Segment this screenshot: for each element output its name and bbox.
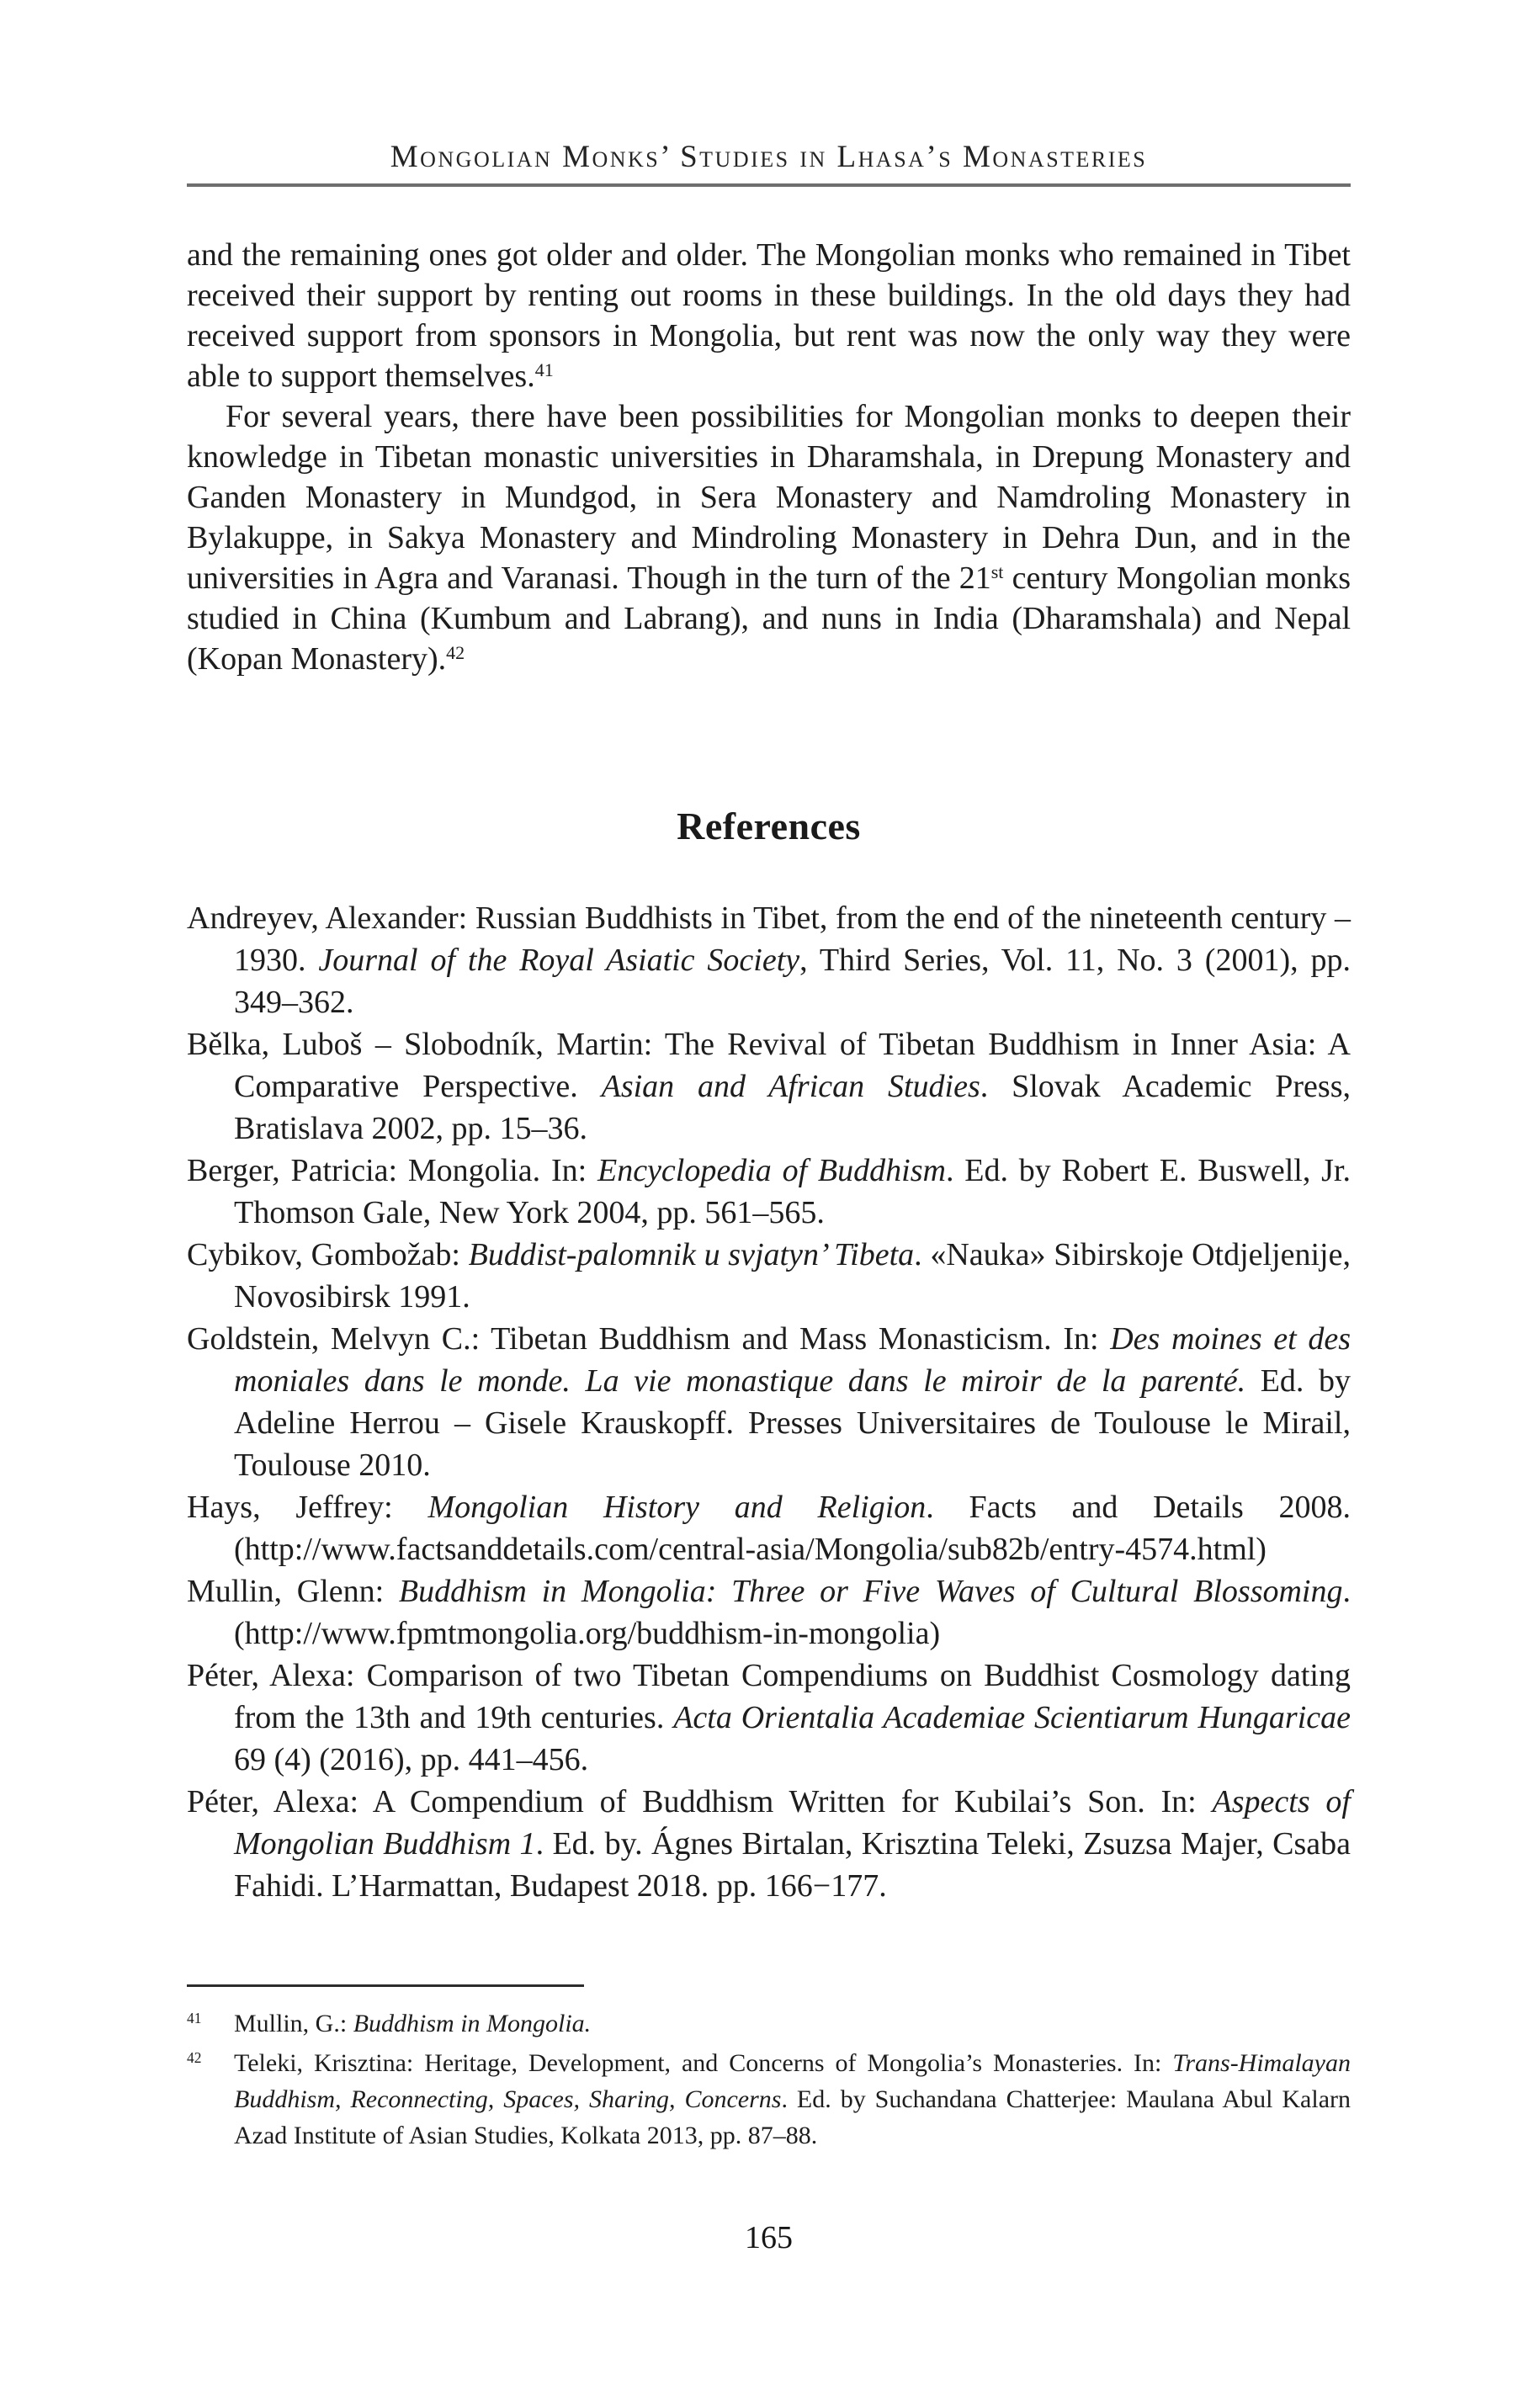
reference-entry	[187, 1570, 1351, 1655]
reference-text	[187, 1237, 1351, 1315]
reference-entry	[187, 1781, 1351, 1907]
reference-entry	[187, 1234, 1351, 1318]
text-run: Teleki, Krisztina: Heritage, Development, and Concerns of Mongolia’s Monasteries. In:	[234, 2049, 1173, 2077]
text-run: Ed. by Adeline Herrou – Gisele Krauskopff. Presses Universitaires de Toulouse le Mirail, Toulouse 2010.	[234, 1363, 1351, 1483]
italic-text: Buddist-palomnik u svjatyn’ Tibeta	[468, 1237, 915, 1272]
footnote-divider	[187, 1984, 584, 1987]
reference-entry	[187, 897, 1351, 1023]
text-run: . (http://www.fpmtmongolia.org/buddhism-in-mongolia)	[234, 1574, 1351, 1651]
italic-text: Asian and African Studies	[601, 1069, 980, 1104]
reference-text	[187, 1153, 1351, 1230]
italic-text: Journal of the Royal Asiatic Society	[318, 943, 800, 978]
running-header-title: Mongolian Monks’ Studies in Lhasa’s Monasteries	[390, 140, 1148, 174]
text-run: and the remaining ones got older and older. The Mongolian monks who remained in Tibet received their support by renting out rooms in these buildings. In the old days they had received support from sponsors in Mongolia, but rent was now the only way they were able to support themselves.	[187, 237, 1351, 394]
footnotes-list	[187, 2005, 1351, 2154]
reference-text	[187, 1490, 1351, 1567]
reference-text	[187, 1574, 1351, 1651]
text-run: , Third Series, Vol. 11, No. 3 (2001), pp. 349–362.	[234, 943, 1351, 1020]
reference-entry	[187, 1655, 1351, 1781]
text-run: . Ed. by Suchandana Chatterjee: Maulana Abul Kalarn Azad Institute of Asian Studies, Kolkata 2013, pp. 87–88.	[234, 2085, 1351, 2149]
italic-text: Des moines et des moniales dans le monde. La vie monastique dans le miroir de la parenté.	[234, 1321, 1351, 1399]
text-run: Péter, Alexa: Comparison of two Tibetan Compendiums on Buddhist Cosmology dating from the 13th and 19th centuries.	[187, 1658, 1351, 1735]
body-paragraph	[187, 235, 1351, 396]
text-run: Péter, Alexa: A Compendium of Buddhism Written for Kubilai’s Son. In:	[187, 1784, 1213, 1819]
footnote-block	[187, 1984, 1351, 2154]
superscript: st	[990, 560, 1004, 582]
paragraph-text	[187, 237, 1351, 394]
reference-text	[187, 900, 1351, 1020]
body-text	[187, 235, 1351, 679]
text-run: Mullin, G.:	[234, 2010, 353, 2037]
text-run: For several years, there have been possibilities for Mongolian monks to deepen their knowledge in Tibetan monastic universities in Dharamshala, in Drepung Monastery and Ganden Monastery in Mundgod, in Sera Monastery and Namdroling Monastery in Bylakuppe, in Sakya Monastery and Mindroling Monastery in Dehra Dun, and in the universities in Agra and Varanasi. Though in the turn of the 21	[187, 399, 1351, 596]
text-run: Berger, Patricia: Mongolia. In:	[187, 1153, 597, 1188]
footnote-text	[234, 2049, 1351, 2149]
reference-text	[187, 1658, 1351, 1777]
italic-text: Acta Orientalia Academiae Scientiarum Hungaricae	[673, 1700, 1351, 1735]
paragraph-list	[187, 235, 1351, 679]
header-divider	[187, 183, 1351, 187]
footnote-item: $^{41}$ Mullin, G.: Buddhism in Mongolia.	[187, 2010, 592, 2037]
italic-text: Aspects of Mongolian Buddhism 1	[234, 1784, 1351, 1862]
text-run: . «Nauka» Sibirskoje Otdjeljenije, Novosibirsk 1991.	[234, 1237, 1351, 1315]
superscript: 42	[446, 641, 465, 663]
reference-entry	[187, 1023, 1351, 1150]
page-number: 165	[745, 2220, 793, 2255]
italic-text: Buddhism in Mongolia.	[353, 2010, 592, 2037]
paragraph-text	[187, 399, 1351, 677]
references-list	[187, 897, 1351, 1907]
reference-entry	[187, 1150, 1351, 1234]
reference-entry	[187, 1486, 1351, 1570]
text-run: Andreyev, Alexander: Russian Buddhists in Tibet, from the end of the nineteenth century – 1930.	[187, 900, 1351, 978]
text-run: century Mongolian monks studied in China (Kumbum and Labrang), and nuns in India (Dharamshala) and Nepal (Kopan Monastery).	[187, 560, 1351, 677]
text-run: . Ed. by. Ágnes Birtalan, Krisztina Teleki, Zsuzsa Majer, Csaba Fahidi. L’Harmattan, Budapest 2018. pp. 166−177.	[234, 1826, 1351, 1904]
text-run: Goldstein, Melvyn C.: Tibetan Buddhism and Mass Monasticism. In:	[187, 1321, 1111, 1357]
italic-text: Mongolian History and Religion	[427, 1490, 927, 1525]
text-run: Bělka, Luboš – Slobodník, Martin: The Revival of Tibetan Buddhism in Inner Asia: A Comparative Perspective.	[187, 1027, 1351, 1104]
footnote-item: $^{42}$ Teleki, Krisztina: Heritage, Development, and Concerns of Mongolia’s Monasteries. In: Trans-Himalayan Buddhism, Reconnecting, Spaces, Sharing, Concerns. Ed. by Suchandana Chatterjee: Maulana Abul Kalarn Azad Institute of Asian Studies, Kolkata 2013, pp. 87–88.	[187, 2049, 1351, 2149]
superscript: 41	[534, 359, 554, 380]
reference-text	[187, 1027, 1351, 1146]
text-run: 69 (4) (2016), pp. 441–456.	[234, 1742, 589, 1777]
italic-text: Buddhism in Mongolia: Three or Five Waves of Cultural Blossoming	[398, 1574, 1343, 1609]
body-paragraph	[187, 396, 1351, 679]
text-run: . Slovak Academic Press, Bratislava 2002, pp. 15–36.	[234, 1069, 1351, 1146]
text-run: Hays, Jeffrey:	[187, 1490, 428, 1525]
text-run: Mullin, Glenn:	[187, 1574, 399, 1609]
references-heading: References	[677, 805, 861, 847]
text-run: . Facts and Details 2008. (http://www.factsanddetails.com/central-asia/Mongolia/sub82b/entry-4574.html)	[234, 1490, 1351, 1567]
italic-text: Encyclopedia of Buddhism	[597, 1153, 946, 1188]
text-run: Cybikov, Gombožab:	[187, 1237, 469, 1272]
italic-text: Trans-Himalayan Buddhism, Reconnecting, Spaces, Sharing, Concerns	[234, 2049, 1351, 2113]
footnote-text	[234, 2010, 591, 2037]
text-run: . Ed. by Robert E. Buswell, Jr. Thomson Gale, New York 2004, pp. 561–565.	[234, 1153, 1351, 1230]
reference-text	[187, 1321, 1351, 1483]
reference-entry	[187, 1318, 1351, 1486]
reference-text	[187, 1784, 1351, 1904]
